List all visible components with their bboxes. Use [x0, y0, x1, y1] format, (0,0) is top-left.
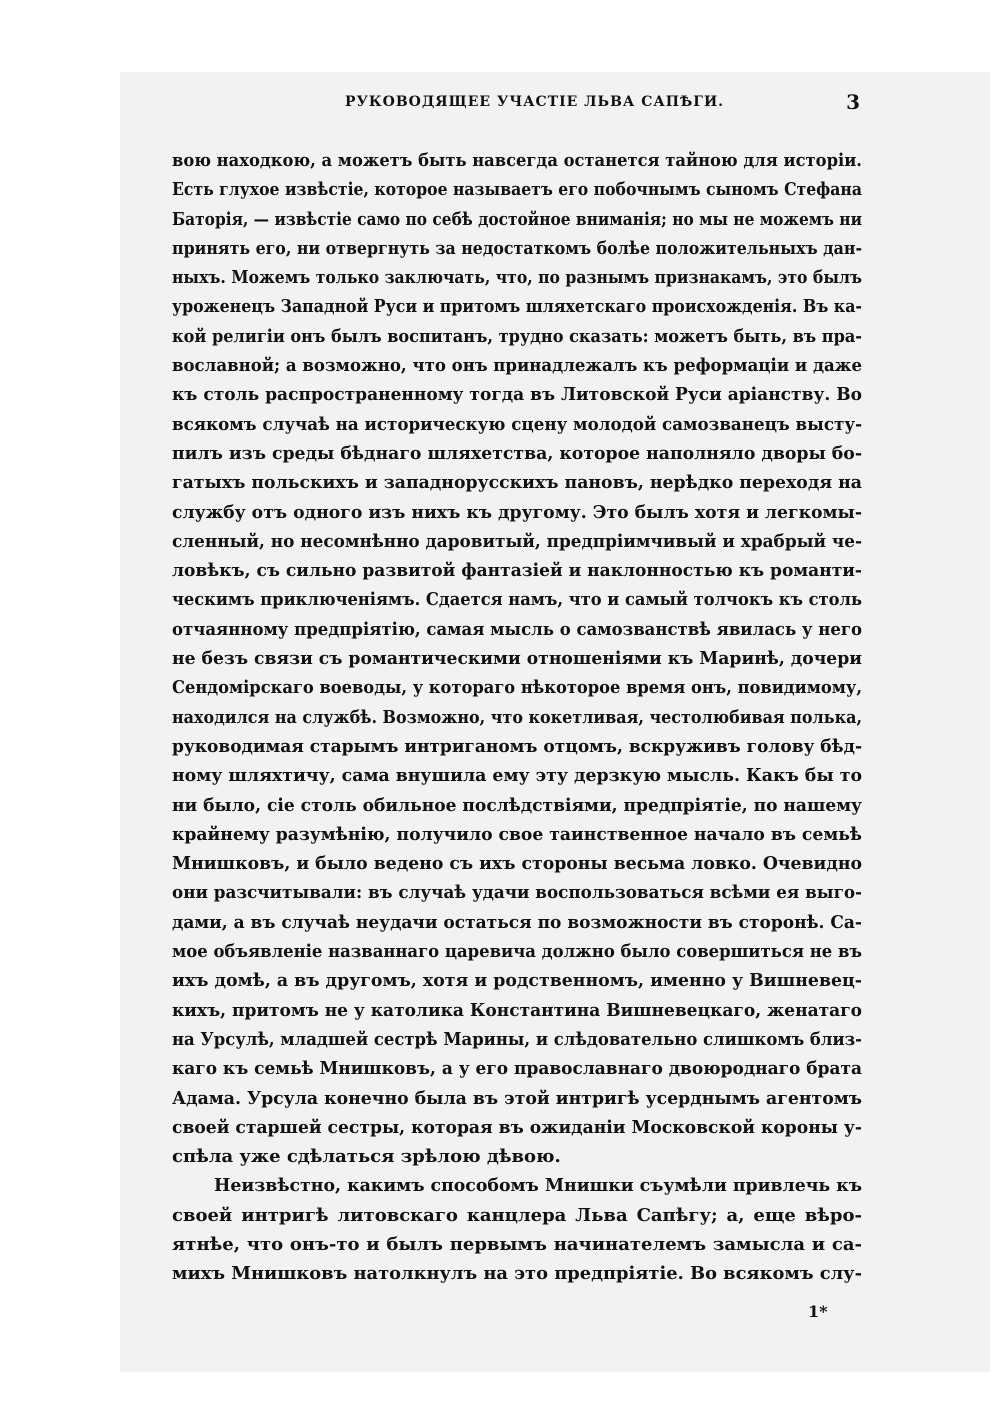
text-line: они разсчитывали: въ случаѣ удачи воспользоваться всѣми ея выго-: [172, 882, 862, 904]
body-text: [172, 146, 862, 1289]
text-line: службу отъ одного изъ нихъ къ другому. Это былъ хотя и легкомы-: [172, 501, 862, 523]
text-line: своей интригѣ литовскаго канцлера Льва Сапѣгу; а, еще вѣро-: [172, 1204, 862, 1226]
text-line: находился на службѣ. Возможно, что кокетливая, честолюбивая полька,: [172, 706, 862, 728]
text-line: спѣла уже сдѣлаться зрѣлою дѣвою.: [172, 1146, 561, 1168]
text-line: ному шляхтичу, сама внушила ему эту дерзкую мысль. Какъ бы то: [172, 765, 862, 787]
text-line: Сендомірскаго воеводы, у котораго нѣкоторое время онъ, повидимому,: [172, 677, 862, 699]
page-header: [170, 90, 860, 122]
text-line: Есть глухое извѣстіе, которое называетъ его побочнымъ сыномъ Стефана: [172, 179, 862, 201]
text-line: ихъ домѣ, а въ другомъ, хотя и родственномъ, именно у Вишневец-: [172, 970, 862, 992]
text-line: пилъ изъ среды бѣднаго шляхетства, которое наполняло дворы бо-: [172, 442, 862, 464]
text-line: ческимъ приключеніямъ. Сдается намъ, что и самый толчокъ къ столь: [172, 589, 862, 611]
text-line: михъ Мнишковъ натолкнулъ на это предпріятіе. Во всякомъ слу-: [172, 1263, 862, 1285]
running-head: РУКОВОДЯЩЕЕ УЧАСТІЕ ЛЬВА САПѢГИ.: [345, 94, 725, 110]
text-line: не безъ связи съ романтическими отношеніями къ Маринѣ, дочери: [172, 648, 862, 670]
text-line: на Урсулѣ, младшей сестрѣ Марины, и слѣдовательно слишкомъ близ-: [172, 1028, 862, 1050]
text-line: ни было, сіе столь обильное послѣдствіями, предпріятіе, по нашему: [172, 794, 862, 816]
text-line: Баторія, — извѣстіе само по себѣ достойное вниманія; но мы не можемъ ни: [172, 208, 862, 230]
text-line: каго къ семьѣ Мнишковъ, а у его православнаго двоюроднаго брата: [172, 1058, 862, 1080]
text-line: дами, а въ случаѣ неудачи остаться по возможности въ сторонѣ. Са-: [172, 911, 862, 933]
text-line: Неизвѣстно, какимъ способомъ Мнишки съумѣли привлечь къ: [214, 1175, 862, 1197]
text-line: ныхъ. Можемъ только заключать, что, по разнымъ признакамъ, это былъ: [172, 267, 862, 289]
text-line: мое объявленіе названнаго царевича должно было совершиться не въ: [172, 941, 862, 963]
text-line: руководимая старымъ интриганомъ отцомъ, вскруживъ голову бѣд-: [172, 735, 862, 757]
text-line: Адама. Урсула конечно была въ этой интригѣ усерднымъ агентомъ: [172, 1087, 862, 1109]
text-line: сленный, но несомнѣнно даровитый, предпріимчивый и храбрый че-: [172, 530, 862, 552]
text-line: всякомъ случаѣ на историческую сцену молодой самозванецъ высту-: [172, 413, 862, 435]
text-line: Мнишковъ, и было ведено съ ихъ стороны весьма ловко. Очевидно: [172, 853, 862, 875]
text-line: принять его, ни отвергнуть за недостаткомъ болѣе положительныхъ дан-: [172, 237, 862, 259]
text-line: своей старшей сестры, которая въ ожиданіи Московской короны у-: [172, 1116, 862, 1138]
text-line: отчаянному предпріятію, самая мысль о самозванствѣ явилась у него: [172, 618, 862, 640]
text-line: кой религіи онъ былъ воспитанъ, трудно сказать: можетъ быть, въ пра-: [172, 325, 862, 347]
text-line: гатыхъ польскихъ и западнорусскихъ пановъ, нерѣдко переходя на: [172, 472, 862, 494]
text-line: къ столь распространенному тогда въ Литовской Руси аріанству. Во: [172, 384, 862, 406]
text-line: вою находкою, а можетъ быть навсегда останется тайною для исторіи.: [172, 150, 862, 171]
text-line: вославной; а возможно, что онъ принадлежалъ къ реформаціи и даже: [172, 355, 862, 377]
text-line: ловѣкъ, съ сильно развитой фантазіей и наклонностью къ романти-: [172, 560, 862, 582]
text-line: кихъ, притомъ не у католика Константина Вишневецкаго, женатаго: [172, 999, 862, 1021]
text-line: уроженецъ Западной Руси и притомъ шляхетскаго происхожденія. Въ ка-: [172, 296, 862, 318]
signature-mark: 1*: [808, 1302, 828, 1321]
page-number: 3: [846, 90, 860, 114]
text-line: крайнему разумѣнію, получило свое таинственное начало въ семьѣ: [172, 823, 862, 845]
text-line: ятнѣе, что онъ-то и былъ первымъ начинателемъ замысла и са-: [172, 1233, 862, 1255]
